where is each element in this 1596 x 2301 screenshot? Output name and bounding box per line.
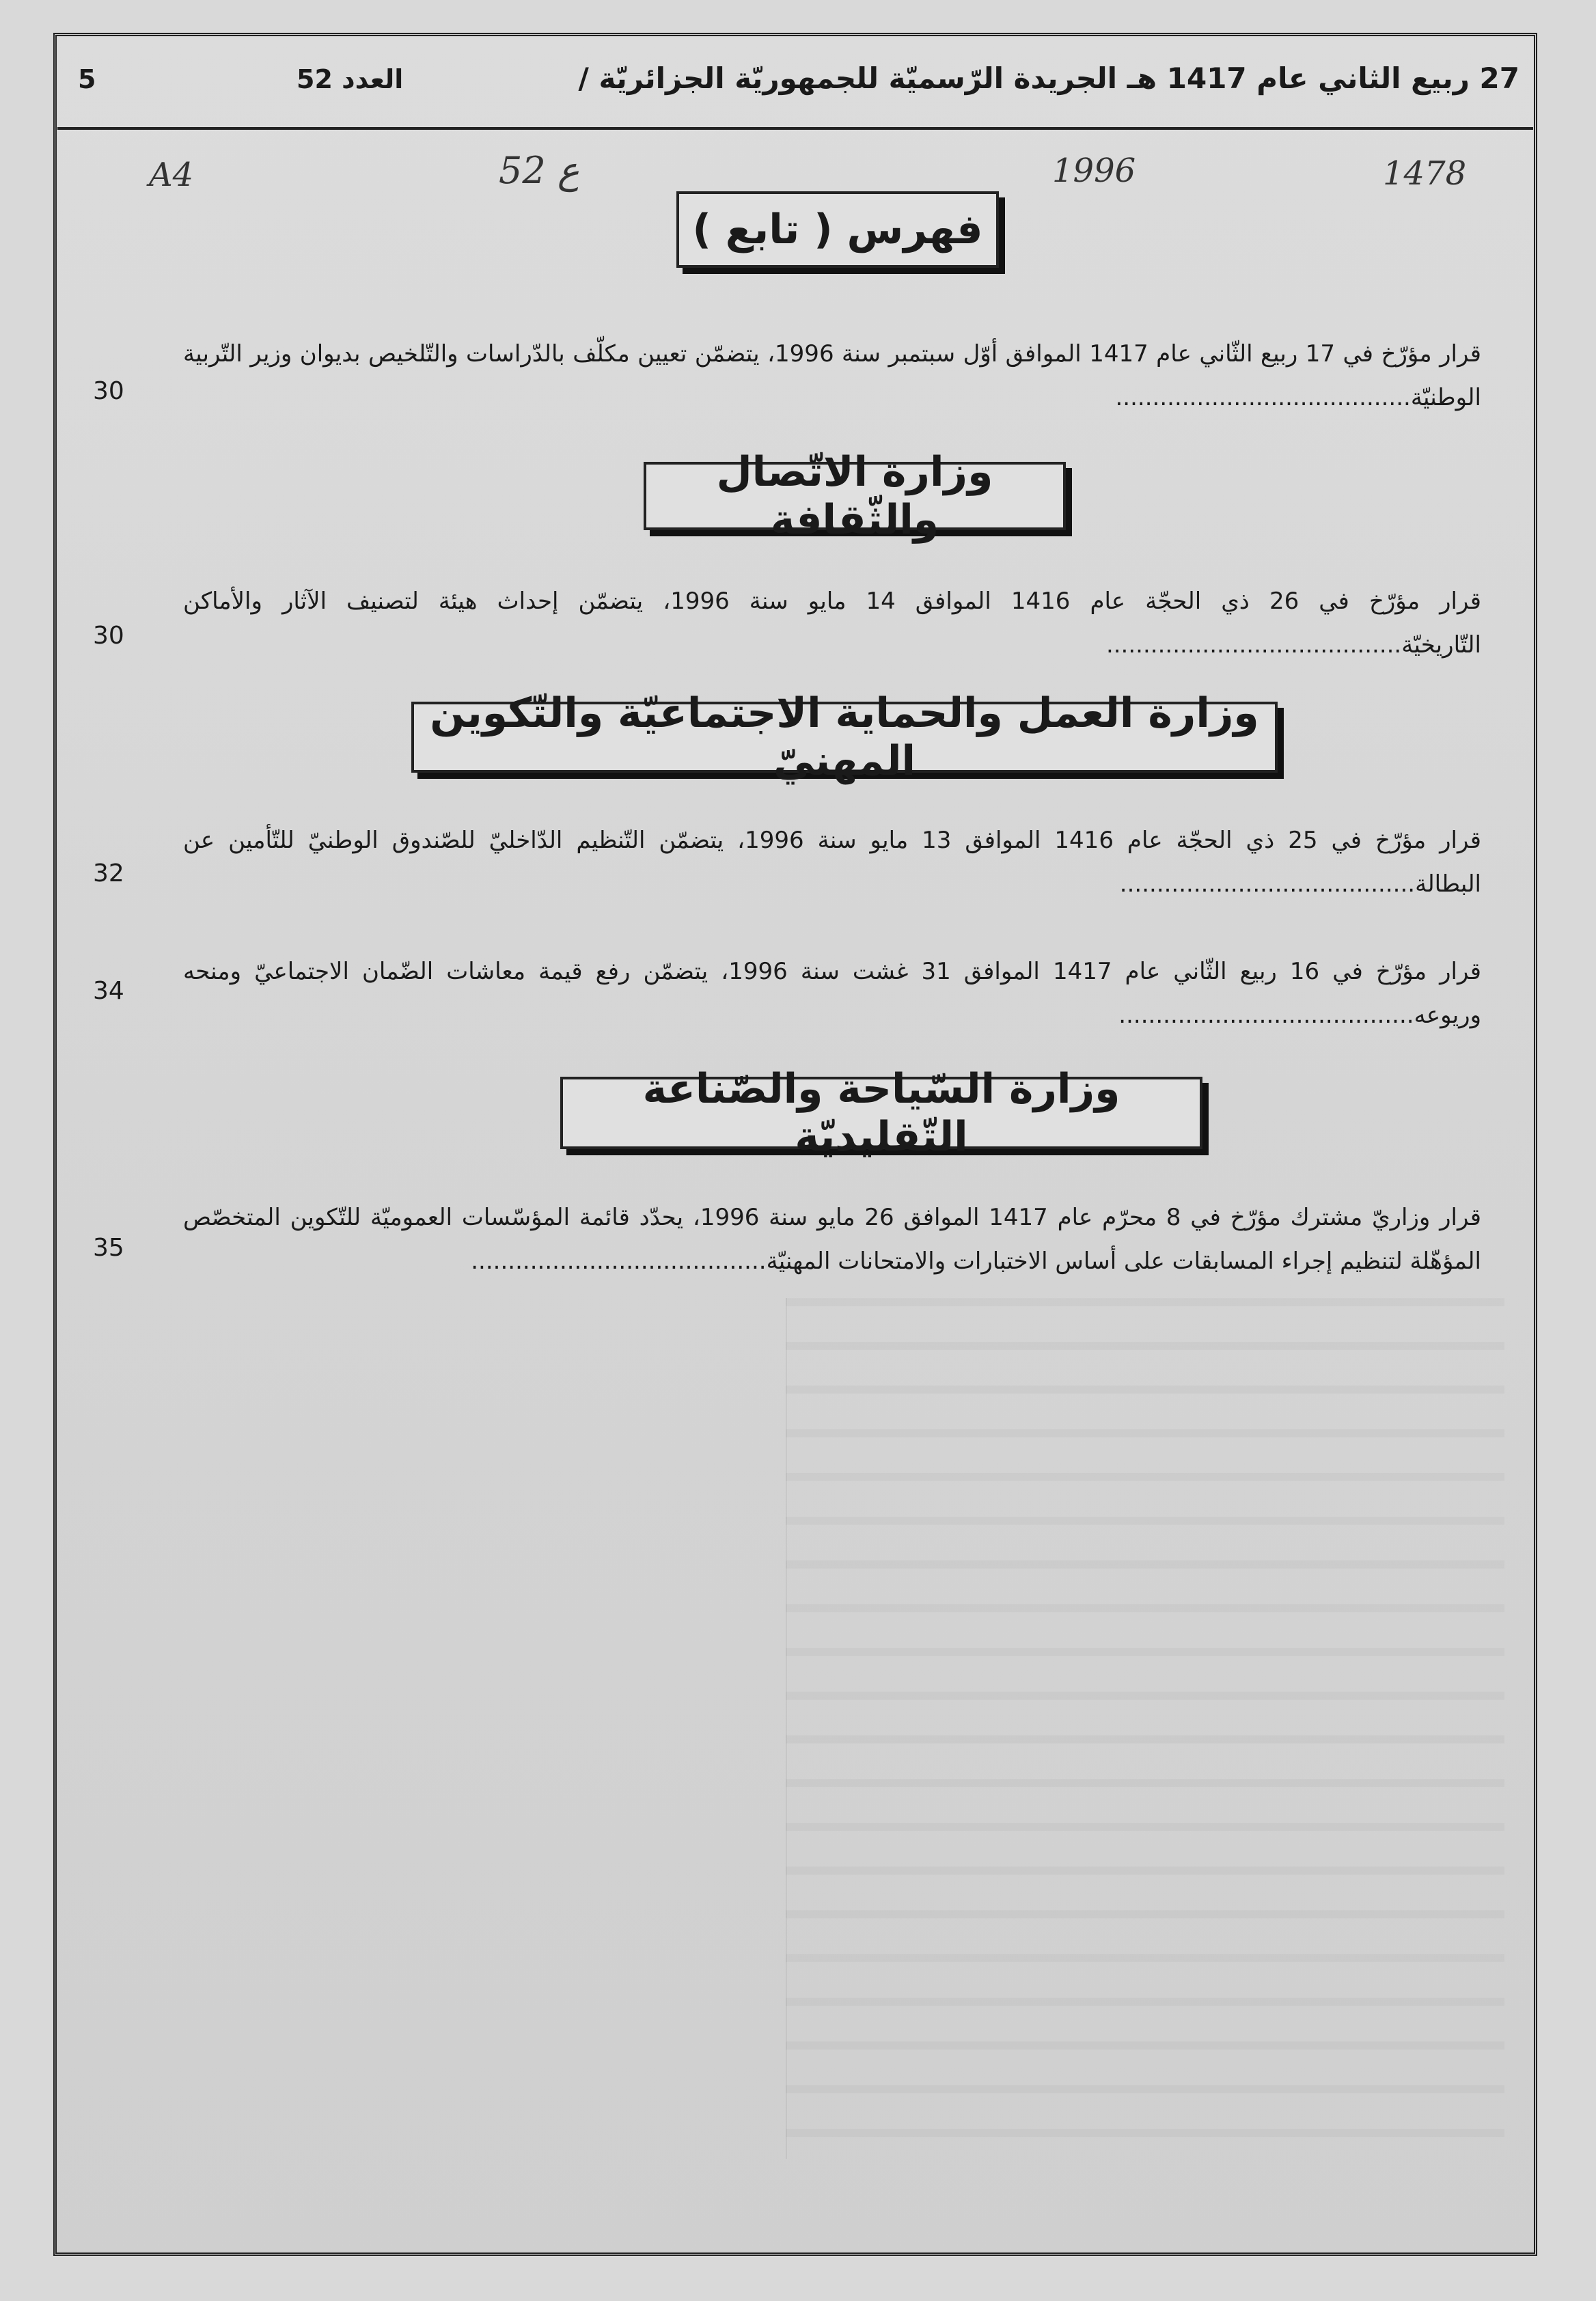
entry-page-number: 30 xyxy=(93,377,124,405)
leader-dots: ........................................ xyxy=(1118,1002,1414,1029)
entry-page-number: 34 xyxy=(93,977,124,1005)
entry-text: قرار مؤرّخ في 16 ربيع الثّاني عام 1417 الموافق 31 غشت سنة 1996، يتضمّن رفع قيمة معاشات الضّمان الاجتماعيّ ومنحه وريوعه xyxy=(183,958,1481,1029)
index-entry xyxy=(183,1196,1481,1283)
index-entry xyxy=(183,579,1481,667)
leader-dots: ........................................ xyxy=(1105,631,1402,659)
index-title: فهرس ( تابع ) xyxy=(676,191,999,268)
entry-text: قرار مؤرّخ في 26 ذي الحجّة عام 1416 الموافق 14 مايو سنة 1996، يتضمّن إحداث هيئة لتصنيف الآثار والأماكن التّاريخيّة xyxy=(183,588,1482,659)
entry-text: قرار وزاريّ مشترك مؤرّخ في 8 محرّم عام 1417 الموافق 26 مايو سنة 1996، يحدّد قائمة المؤسّسات العموميّة للتّكوين المتخصّص المؤهّلة لتنظيم إجراء المسابقات على أساس الاختبارات والامتحانات المهنيّة xyxy=(183,1204,1482,1275)
handwritten-note: 1478 xyxy=(1383,154,1467,193)
issue-number: العدد 52 xyxy=(297,64,404,94)
index-entry xyxy=(183,950,1481,1037)
entry-page-number: 35 xyxy=(93,1234,124,1262)
ministry-heading: وزارة العمل والحماية الاجتماعيّة والتّكوين المهنيّ xyxy=(411,702,1278,773)
page-number: 5 xyxy=(78,64,96,94)
index-entry xyxy=(183,818,1481,906)
entry-text: قرار مؤرّخ في 17 ربيع الثّاني عام 1417 الموافق أوّل سبتمبر سنة 1996، يتضمّن تعيين مكلّف بالدّراسات والتّلخيص بديوان وزير التّربية الوطنيّة xyxy=(183,340,1481,411)
gazette-header xyxy=(57,37,1533,130)
entry-page-number: 32 xyxy=(93,859,124,887)
bleed-through-shadow xyxy=(786,1298,1504,2159)
entry-page-number: 30 xyxy=(93,622,124,650)
handwritten-note: A4 xyxy=(149,156,194,194)
gazette-title: 27 ربيع الثاني عام 1417 هـ الجريدة الرّسميّة للجمهوريّة الجزائريّة / xyxy=(578,61,1519,95)
ministry-heading: وزارة السّياحة والصّناعة التّقليديّة xyxy=(560,1077,1202,1149)
leader-dots: ........................................ xyxy=(1119,870,1416,898)
handwritten-note: ع 52 xyxy=(499,149,580,192)
ministry-heading: وزارة الاتّصال والثّقافة xyxy=(644,462,1066,530)
handwritten-note: 1996 xyxy=(1052,152,1136,190)
leader-dots: ........................................ xyxy=(1115,384,1411,411)
index-entry xyxy=(183,332,1481,419)
entry-text: قرار مؤرّخ في 25 ذي الحجّة عام 1416 الموافق 13 مايو سنة 1996، يتضمّن التّنظيم الدّاخليّ للصّندوق الوطنيّ للتّأمين عن البطالة xyxy=(183,827,1482,898)
leader-dots: ........................................ xyxy=(471,1248,767,1275)
